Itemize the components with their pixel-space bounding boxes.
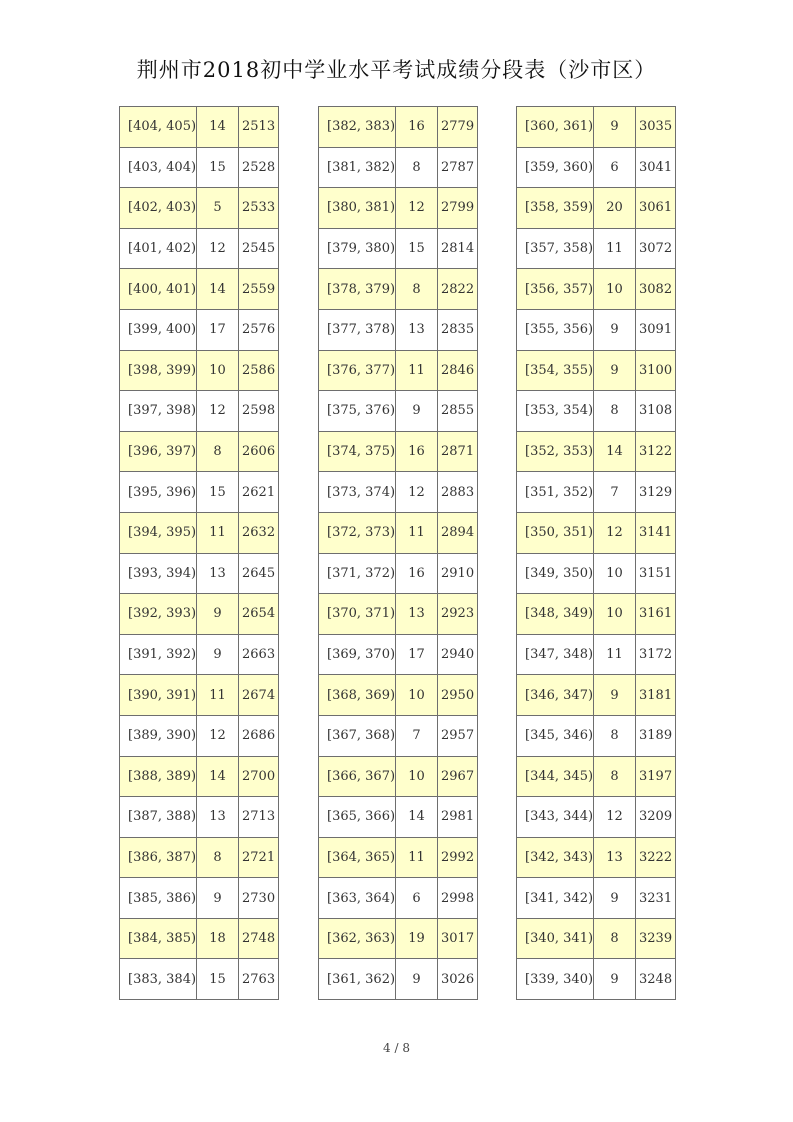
count-cell: 18 (197, 918, 239, 959)
cumulative-cell: 2586 (239, 350, 279, 391)
score-range-cell: [377, 378) (319, 309, 396, 350)
cumulative-cell: 2981 (438, 797, 478, 838)
table-row (120, 269, 279, 310)
cumulative-cell: 2721 (239, 837, 279, 878)
score-range-cell: [400, 401) (120, 269, 197, 310)
count-cell: 14 (594, 431, 636, 472)
cumulative-cell: 3189 (636, 715, 676, 756)
count-cell: 14 (197, 756, 239, 797)
cumulative-cell: 3129 (636, 472, 676, 513)
score-range-cell: [339, 340) (517, 959, 594, 1000)
score-range-cell: [349, 350) (517, 553, 594, 594)
table-row (517, 837, 676, 878)
count-cell: 8 (594, 756, 636, 797)
table-row (319, 837, 478, 878)
score-range-cell: [358, 359) (517, 188, 594, 229)
table-row (120, 472, 279, 513)
cumulative-cell: 3108 (636, 391, 676, 432)
cumulative-cell: 2632 (239, 512, 279, 553)
cumulative-cell: 2940 (438, 634, 478, 675)
table-row (120, 188, 279, 229)
count-cell: 9 (197, 594, 239, 635)
cumulative-cell: 2779 (438, 107, 478, 148)
score-range-cell: [392, 393) (120, 594, 197, 635)
table-row (319, 675, 478, 716)
score-range-cell: [362, 363) (319, 918, 396, 959)
table-row (319, 188, 478, 229)
cumulative-cell: 3161 (636, 594, 676, 635)
score-range-cell: [355, 356) (517, 309, 594, 350)
table-row (120, 594, 279, 635)
table-row (120, 228, 279, 269)
count-cell: 14 (197, 107, 239, 148)
cumulative-cell: 3197 (636, 756, 676, 797)
cumulative-cell: 2674 (239, 675, 279, 716)
cumulative-cell: 3239 (636, 918, 676, 959)
score-table-2 (318, 106, 478, 1000)
table-row (517, 391, 676, 432)
cumulative-cell: 2910 (438, 553, 478, 594)
count-cell: 8 (594, 391, 636, 432)
cumulative-cell: 2871 (438, 431, 478, 472)
table-row (120, 797, 279, 838)
score-range-cell: [367, 368) (319, 715, 396, 756)
count-cell: 16 (396, 107, 438, 148)
table-row (120, 553, 279, 594)
table-row (319, 512, 478, 553)
score-range-cell: [396, 397) (120, 431, 197, 472)
cumulative-cell: 3082 (636, 269, 676, 310)
table-row (120, 918, 279, 959)
score-range-cell: [366, 367) (319, 756, 396, 797)
cumulative-cell: 3035 (636, 107, 676, 148)
count-cell: 17 (396, 634, 438, 675)
score-range-cell: [381, 382) (319, 147, 396, 188)
table-row (517, 147, 676, 188)
cumulative-cell: 3026 (438, 959, 478, 1000)
count-cell: 13 (396, 594, 438, 635)
score-range-cell: [402, 403) (120, 188, 197, 229)
score-range-cell: [359, 360) (517, 147, 594, 188)
count-cell: 13 (594, 837, 636, 878)
table-row (120, 107, 279, 148)
cumulative-cell: 2606 (239, 431, 279, 472)
count-cell: 8 (396, 269, 438, 310)
cumulative-cell: 2545 (239, 228, 279, 269)
score-table-1 (119, 106, 279, 1000)
table-row (319, 715, 478, 756)
count-cell: 5 (197, 188, 239, 229)
count-cell: 12 (396, 188, 438, 229)
score-range-cell: [373, 374) (319, 472, 396, 513)
table-row (120, 675, 279, 716)
table-row (319, 269, 478, 310)
table-row (517, 431, 676, 472)
table-row (319, 472, 478, 513)
score-range-cell: [341, 342) (517, 878, 594, 919)
cumulative-cell: 3209 (636, 797, 676, 838)
score-range-cell: [344, 345) (517, 756, 594, 797)
count-cell: 8 (396, 147, 438, 188)
count-cell: 9 (594, 959, 636, 1000)
score-range-cell: [380, 381) (319, 188, 396, 229)
cumulative-cell: 3091 (636, 309, 676, 350)
count-cell: 12 (197, 391, 239, 432)
table-row (517, 756, 676, 797)
table-row (319, 228, 478, 269)
count-cell: 14 (396, 797, 438, 838)
cumulative-cell: 2998 (438, 878, 478, 919)
score-range-cell: [374, 375) (319, 431, 396, 472)
count-cell: 13 (396, 309, 438, 350)
table-row (517, 228, 676, 269)
page-number: 4 / 8 (383, 1041, 410, 1055)
cumulative-cell: 2822 (438, 269, 478, 310)
score-range-cell: [398, 399) (120, 350, 197, 391)
table-row (319, 594, 478, 635)
count-cell: 15 (197, 472, 239, 513)
cumulative-cell: 2846 (438, 350, 478, 391)
count-cell: 11 (197, 512, 239, 553)
table-row (517, 309, 676, 350)
count-cell: 8 (197, 431, 239, 472)
cumulative-cell: 2730 (239, 878, 279, 919)
score-range-cell: [370, 371) (319, 594, 396, 635)
score-range-cell: [378, 379) (319, 269, 396, 310)
table-row (517, 918, 676, 959)
score-range-cell: [361, 362) (319, 959, 396, 1000)
count-cell: 9 (594, 107, 636, 148)
table-row (517, 269, 676, 310)
table-row (120, 837, 279, 878)
score-range-cell: [369, 370) (319, 634, 396, 675)
count-cell: 11 (396, 837, 438, 878)
score-range-cell: [340, 341) (517, 918, 594, 959)
score-range-cell: [403, 404) (120, 147, 197, 188)
count-cell: 16 (396, 553, 438, 594)
count-cell: 20 (594, 188, 636, 229)
cumulative-cell: 2559 (239, 269, 279, 310)
cumulative-cell: 3248 (636, 959, 676, 1000)
cumulative-cell: 3061 (636, 188, 676, 229)
count-cell: 11 (197, 675, 239, 716)
cumulative-cell: 2748 (239, 918, 279, 959)
count-cell: 11 (396, 512, 438, 553)
score-range-cell: [386, 387) (120, 837, 197, 878)
cumulative-cell: 2654 (239, 594, 279, 635)
table-row (517, 350, 676, 391)
table-row (319, 391, 478, 432)
cumulative-cell: 2992 (438, 837, 478, 878)
score-range-cell: [346, 347) (517, 675, 594, 716)
count-cell: 15 (396, 228, 438, 269)
score-range-cell: [395, 396) (120, 472, 197, 513)
score-range-cell: [399, 400) (120, 309, 197, 350)
count-cell: 10 (396, 756, 438, 797)
score-range-cell: [387, 388) (120, 797, 197, 838)
table-row (517, 512, 676, 553)
score-range-cell: [388, 389) (120, 756, 197, 797)
table-row (120, 391, 279, 432)
score-range-cell: [371, 372) (319, 553, 396, 594)
score-range-cell: [357, 358) (517, 228, 594, 269)
cumulative-cell: 2855 (438, 391, 478, 432)
table-row (517, 797, 676, 838)
table-row (517, 188, 676, 229)
cumulative-cell: 3151 (636, 553, 676, 594)
count-cell: 16 (396, 431, 438, 472)
count-cell: 10 (594, 594, 636, 635)
table-row (120, 959, 279, 1000)
count-cell: 9 (197, 634, 239, 675)
cumulative-cell: 3072 (636, 228, 676, 269)
count-cell: 9 (197, 878, 239, 919)
cumulative-cell: 2533 (239, 188, 279, 229)
cumulative-cell: 2645 (239, 553, 279, 594)
count-cell: 8 (594, 715, 636, 756)
count-cell: 7 (594, 472, 636, 513)
table-row (120, 878, 279, 919)
cumulative-cell: 2621 (239, 472, 279, 513)
count-cell: 10 (197, 350, 239, 391)
table-row (120, 715, 279, 756)
cumulative-cell: 3141 (636, 512, 676, 553)
table-row (319, 309, 478, 350)
count-cell: 10 (594, 269, 636, 310)
count-cell: 12 (594, 797, 636, 838)
cumulative-cell: 2799 (438, 188, 478, 229)
score-range-cell: [348, 349) (517, 594, 594, 635)
count-cell: 9 (396, 959, 438, 1000)
table-row (517, 878, 676, 919)
count-cell: 15 (197, 147, 239, 188)
count-cell: 9 (594, 878, 636, 919)
table-row (319, 878, 478, 919)
cumulative-cell: 2967 (438, 756, 478, 797)
table-row (517, 472, 676, 513)
table-row (120, 634, 279, 675)
table-row (120, 309, 279, 350)
count-cell: 12 (594, 512, 636, 553)
score-range-cell: [342, 343) (517, 837, 594, 878)
count-cell: 9 (594, 309, 636, 350)
count-cell: 11 (396, 350, 438, 391)
score-range-cell: [368, 369) (319, 675, 396, 716)
count-cell: 9 (594, 675, 636, 716)
score-range-cell: [363, 364) (319, 878, 396, 919)
table-row (517, 959, 676, 1000)
cumulative-cell: 2957 (438, 715, 478, 756)
table-row (319, 634, 478, 675)
cumulative-cell: 3041 (636, 147, 676, 188)
cumulative-cell: 3181 (636, 675, 676, 716)
count-cell: 11 (594, 228, 636, 269)
cumulative-cell: 2950 (438, 675, 478, 716)
score-range-cell: [352, 353) (517, 431, 594, 472)
table-row (120, 756, 279, 797)
count-cell: 7 (396, 715, 438, 756)
score-range-cell: [365, 366) (319, 797, 396, 838)
score-range-cell: [394, 395) (120, 512, 197, 553)
cumulative-cell: 3100 (636, 350, 676, 391)
score-range-cell: [391, 392) (120, 634, 197, 675)
score-range-cell: [347, 348) (517, 634, 594, 675)
score-range-cell: [356, 357) (517, 269, 594, 310)
table-row (319, 431, 478, 472)
score-range-cell: [390, 391) (120, 675, 197, 716)
cumulative-cell: 2700 (239, 756, 279, 797)
score-range-cell: [354, 355) (517, 350, 594, 391)
table-row (319, 959, 478, 1000)
count-cell: 10 (396, 675, 438, 716)
cumulative-cell: 2513 (239, 107, 279, 148)
score-range-cell: [345, 346) (517, 715, 594, 756)
cumulative-cell: 3172 (636, 634, 676, 675)
count-cell: 17 (197, 309, 239, 350)
table-row (120, 147, 279, 188)
score-range-cell: [350, 351) (517, 512, 594, 553)
table-row (517, 107, 676, 148)
cumulative-cell: 2763 (239, 959, 279, 1000)
score-range-cell: [404, 405) (120, 107, 197, 148)
score-range-cell: [376, 377) (319, 350, 396, 391)
count-cell: 12 (197, 715, 239, 756)
table-row (319, 756, 478, 797)
table-row (319, 107, 478, 148)
cumulative-cell: 2713 (239, 797, 279, 838)
count-cell: 19 (396, 918, 438, 959)
count-cell: 15 (197, 959, 239, 1000)
score-range-cell: [379, 380) (319, 228, 396, 269)
count-cell: 12 (197, 228, 239, 269)
count-cell: 13 (197, 553, 239, 594)
table-row (120, 512, 279, 553)
count-cell: 8 (594, 918, 636, 959)
score-range-cell: [375, 376) (319, 391, 396, 432)
table-row (319, 553, 478, 594)
score-range-cell: [385, 386) (120, 878, 197, 919)
cumulative-cell: 2814 (438, 228, 478, 269)
count-cell: 8 (197, 837, 239, 878)
count-cell: 12 (396, 472, 438, 513)
cumulative-cell: 3122 (636, 431, 676, 472)
table-row (319, 797, 478, 838)
table-row (517, 594, 676, 635)
score-range-cell: [372, 373) (319, 512, 396, 553)
table-row (517, 715, 676, 756)
cumulative-cell: 2528 (239, 147, 279, 188)
score-range-cell: [351, 352) (517, 472, 594, 513)
score-range-cell: [353, 354) (517, 391, 594, 432)
cumulative-cell: 2787 (438, 147, 478, 188)
count-cell: 6 (594, 147, 636, 188)
cumulative-cell: 2576 (239, 309, 279, 350)
score-range-cell: [383, 384) (120, 959, 197, 1000)
cumulative-cell: 3222 (636, 837, 676, 878)
score-range-cell: [382, 383) (319, 107, 396, 148)
count-cell: 14 (197, 269, 239, 310)
cumulative-cell: 3231 (636, 878, 676, 919)
page-title: 荆州市2018初中学业水平考试成绩分段表（沙市区） (136, 58, 657, 82)
count-cell: 9 (396, 391, 438, 432)
cumulative-cell: 2686 (239, 715, 279, 756)
cumulative-cell: 2663 (239, 634, 279, 675)
count-cell: 10 (594, 553, 636, 594)
cumulative-cell: 2923 (438, 594, 478, 635)
table-row (319, 918, 478, 959)
cumulative-cell: 2894 (438, 512, 478, 553)
cumulative-cell: 2835 (438, 309, 478, 350)
score-range-cell: [401, 402) (120, 228, 197, 269)
score-range-cell: [360, 361) (517, 107, 594, 148)
cumulative-cell: 3017 (438, 918, 478, 959)
table-row (517, 553, 676, 594)
count-cell: 13 (197, 797, 239, 838)
score-table-3 (516, 106, 676, 1000)
score-range-cell: [343, 344) (517, 797, 594, 838)
count-cell: 6 (396, 878, 438, 919)
score-range-cell: [397, 398) (120, 391, 197, 432)
score-range-cell: [364, 365) (319, 837, 396, 878)
cumulative-cell: 2598 (239, 391, 279, 432)
table-row (319, 350, 478, 391)
score-range-cell: [384, 385) (120, 918, 197, 959)
table-row (319, 147, 478, 188)
count-cell: 11 (594, 634, 636, 675)
score-range-cell: [393, 394) (120, 553, 197, 594)
cumulative-cell: 2883 (438, 472, 478, 513)
table-row (120, 350, 279, 391)
table-row (517, 675, 676, 716)
count-cell: 9 (594, 350, 636, 391)
score-range-cell: [389, 390) (120, 715, 197, 756)
table-row (120, 431, 279, 472)
table-row (517, 634, 676, 675)
